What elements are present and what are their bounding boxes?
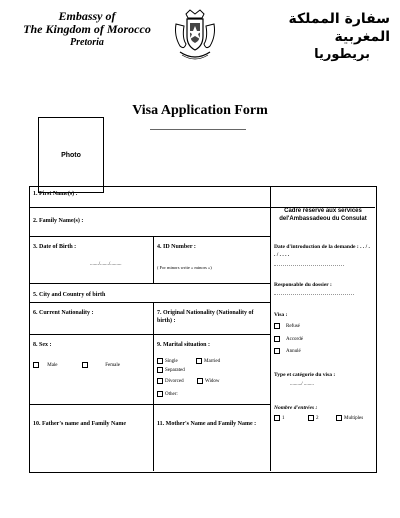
marital-married-option[interactable] <box>196 358 256 365</box>
father-name-label: 10. Father's name and Family Name <box>33 421 126 427</box>
father-name-field[interactable] <box>33 421 151 429</box>
mother-name-field[interactable] <box>157 421 269 429</box>
dob-field[interactable] <box>33 244 148 252</box>
arabic-line-2: بريطوريا <box>314 47 370 62</box>
visa-refused-option[interactable] <box>274 323 334 330</box>
checkbox[interactable] <box>196 358 202 364</box>
checkbox[interactable] <box>274 415 280 421</box>
checkbox[interactable] <box>157 358 163 364</box>
granted-label: Accordé <box>286 337 303 343</box>
first-name-field[interactable] <box>33 191 263 199</box>
sex-female-label: Female <box>105 363 120 369</box>
visa-label: Visa : <box>274 312 288 318</box>
arabic-line-1: سفارة المملكة المغربية <box>288 11 390 45</box>
entries-multiple-option[interactable] <box>336 415 376 422</box>
photo-label: Photo <box>61 151 81 159</box>
row-line <box>29 334 270 335</box>
widow-label: Widow <box>205 379 220 385</box>
family-name-label: 2. Family Name(s) : <box>33 218 84 224</box>
marital-divorced-option[interactable] <box>157 378 202 385</box>
refused-label: Refusé <box>286 324 300 330</box>
dob-format: ......./......./......... <box>90 262 122 267</box>
entry-multiple-label: Multiples <box>344 416 364 422</box>
embassy-line-3: Pretoria <box>70 37 104 48</box>
checkbox[interactable] <box>308 415 314 421</box>
current-nationality-label: 6. Current Nationality : <box>33 310 94 316</box>
visa-type-label: Type et catégorie du visa : <box>274 372 336 378</box>
separated-label: Separated <box>165 368 185 374</box>
first-name-label: 1. First Name(s) : <box>33 191 78 197</box>
embassy-name-english <box>22 10 152 49</box>
entries-label: Nombre d'entrées : <box>274 405 318 411</box>
title-underline <box>150 129 246 130</box>
checkbox[interactable] <box>33 362 39 368</box>
checkbox[interactable] <box>157 391 163 397</box>
checkbox[interactable] <box>82 362 88 368</box>
entry-2-label: 2 <box>316 416 319 422</box>
intro-date-dotted-line <box>274 265 344 266</box>
responsible-dotted-line <box>274 294 354 295</box>
checkbox[interactable] <box>274 348 280 354</box>
checkbox[interactable] <box>274 336 280 342</box>
dob-label: 3. Date of Birth : <box>33 244 77 250</box>
checkbox[interactable] <box>157 378 163 384</box>
visa-cancelled-option[interactable] <box>274 348 334 355</box>
embassy-name-arabic <box>240 10 390 64</box>
mother-name-label: 11. Mother's Name and Family Name : <box>157 421 257 427</box>
visa-granted-option[interactable] <box>274 336 334 343</box>
birth-place-label: 5. City and Country of birth <box>33 292 106 298</box>
id-number-field[interactable] <box>157 244 267 252</box>
row-line <box>29 236 270 237</box>
sex-female-option[interactable] <box>82 362 132 369</box>
marital-widow-option[interactable] <box>197 378 247 385</box>
birth-place-field[interactable] <box>33 292 263 300</box>
reserved-divider <box>270 186 271 471</box>
entry-1-label: 1 <box>282 416 285 422</box>
embassy-line-1: Embassy of <box>58 9 116 23</box>
form-title: Visa Application Form <box>132 103 268 118</box>
checkbox[interactable] <box>197 378 203 384</box>
entries-1-option[interactable] <box>274 415 304 422</box>
reserved-header: Cadre réservé aux services del'Ambassadeou du Consulat <box>279 208 367 222</box>
other-label: Other: <box>165 392 178 398</box>
embassy-line-2: The Kingdom of Morocco <box>23 22 151 36</box>
checkbox[interactable] <box>274 323 280 329</box>
coat-of-arms-icon <box>172 8 218 64</box>
sex-male-label: Male <box>47 363 58 369</box>
family-name-field[interactable] <box>33 218 263 226</box>
row-line <box>29 207 270 208</box>
row-line <box>29 283 270 284</box>
intro-date-label: Date d'introduction de la demande : . . / . . / . . . . <box>274 244 370 258</box>
sex-male-option[interactable] <box>33 362 73 369</box>
entries-2-option[interactable] <box>308 415 338 422</box>
divorced-label: Divorced <box>165 379 184 385</box>
original-nationality-field[interactable] <box>157 310 267 325</box>
photo-box[interactable] <box>38 117 104 193</box>
id-note: ( For minors write « minors ») <box>157 265 212 270</box>
row-line <box>29 302 270 303</box>
original-nationality-label: 7. Original Nationality (Nationality of birth) : <box>157 310 254 324</box>
col-line <box>153 236 154 283</box>
marital-separated-option[interactable] <box>157 367 217 374</box>
marital-other-option[interactable] <box>157 391 217 398</box>
responsible-label: Responsable du dossier : <box>274 282 332 288</box>
cancelled-label: Annulé <box>286 349 301 355</box>
single-label: Single <box>165 359 178 365</box>
marital-label: 9. Marital situation : <box>157 342 210 348</box>
id-number-label: 4. ID Number : <box>157 244 196 250</box>
current-nationality-field[interactable] <box>33 310 148 318</box>
married-label: Married <box>204 359 221 365</box>
checkbox[interactable] <box>336 415 342 421</box>
checkbox[interactable] <box>157 367 163 373</box>
sex-label: 8. Sex : <box>33 342 52 348</box>
col-line <box>153 302 154 471</box>
visa-type-format: ........./ ........ <box>290 382 314 387</box>
row-line <box>29 404 270 405</box>
